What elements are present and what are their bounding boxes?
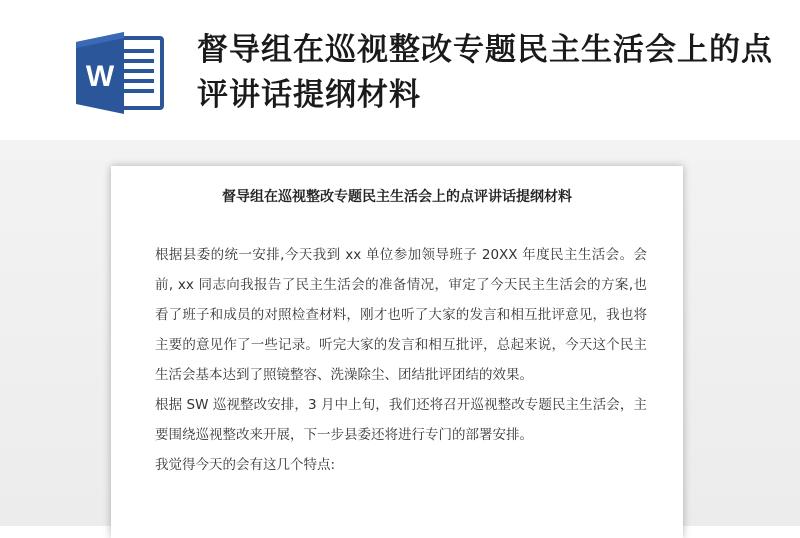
paragraph: 根据 SW 巡视整改安排，3 月中上旬，我们还将召开巡视整改专题民主生活会，主要围绕巡视整改来开展，下一步县委还将进行专门的部署安排。 bbox=[155, 397, 647, 443]
paragraph: 我觉得今天的会有这几个特点: bbox=[155, 457, 336, 473]
document-title: 督导组在巡视整改专题民主生活会上的点评讲话提纲材料 bbox=[222, 189, 572, 205]
document-body bbox=[155, 240, 647, 480]
document-page bbox=[111, 166, 683, 538]
word-document-icon bbox=[74, 30, 166, 116]
header bbox=[0, 0, 800, 150]
paragraph: 根据县委的统一安排,今天我到 xx 单位参加领导班子 20XX 年度民主生活会。会前, xx 同志向我报告了民主生活会的准备情况，审定了今天民主生活会的方案,也看了班子和成员的对照检查材料，刚才也听了大家的发言和相互批评意见，我也将主要的意见作了一些记录。听完大家的发言和相互批评，总起来说，今天这个民主生活会基本达到了照镜整容、洗澡除尘、团结批评团结的效果。 bbox=[155, 247, 647, 383]
word-icon-letter: W bbox=[85, 60, 115, 93]
page-title: 督导组在巡视整改专题民主生活会上的点评讲话提纲材料 bbox=[197, 32, 773, 113]
